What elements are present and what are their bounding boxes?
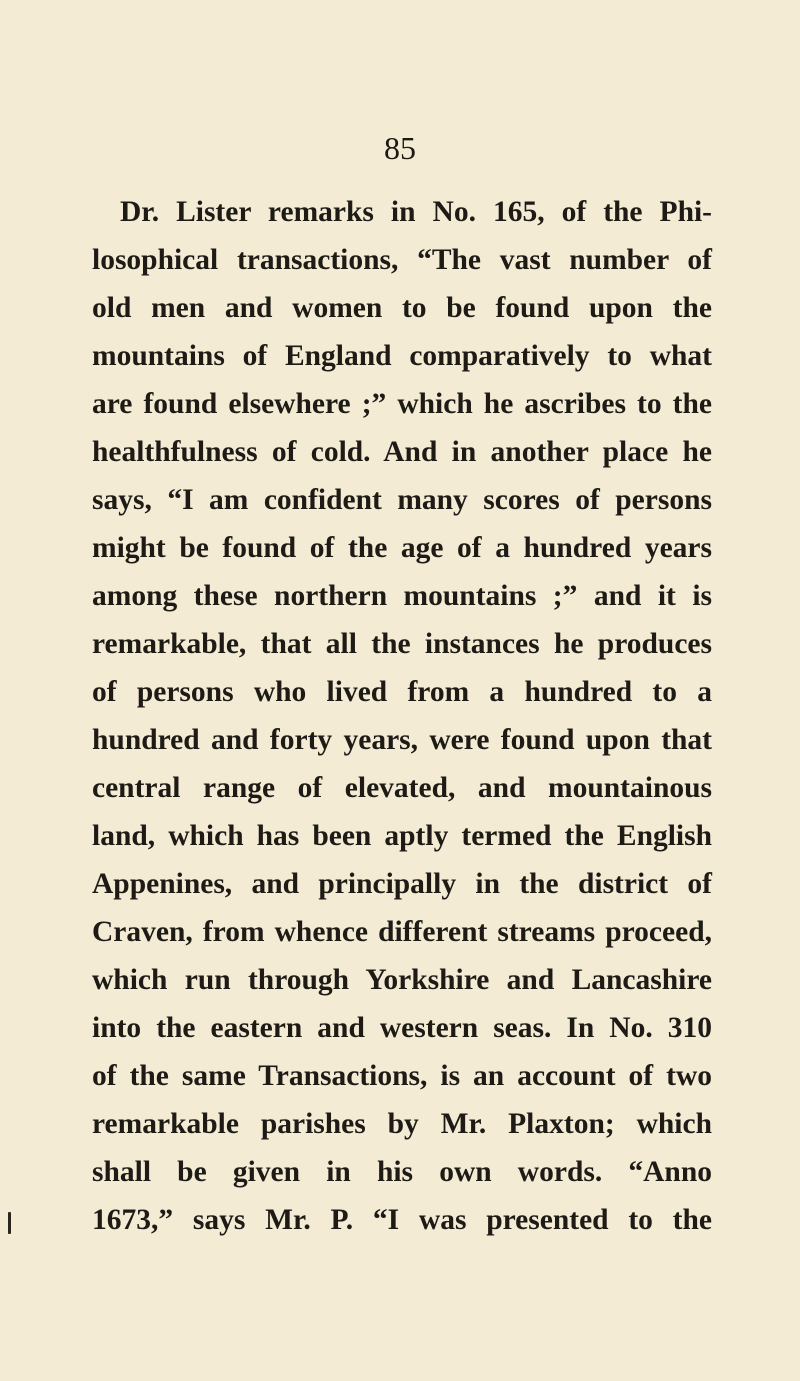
body-text bbox=[92, 188, 712, 1244]
text-line: land, which has been aptly termed the English bbox=[92, 820, 712, 852]
text-line: losophical transactions, “The vast number of bbox=[92, 244, 712, 276]
text-line: which run through Yorkshire and Lancashire bbox=[92, 964, 712, 996]
page-number: 85 bbox=[384, 130, 416, 166]
text-line: shall be given in his own words. “Anno bbox=[92, 1156, 712, 1188]
text-line: old men and women to be found upon the bbox=[92, 292, 712, 324]
margin-ink-mark bbox=[8, 1212, 11, 1234]
text-line: says, “I am confident many scores of persons bbox=[92, 484, 712, 516]
text-line: are found elsewhere ;” which he ascribes to the bbox=[92, 388, 712, 420]
text-line: mountains of England comparatively to what bbox=[92, 340, 712, 372]
text-line: central range of elevated, and mountainous bbox=[92, 772, 712, 804]
text-line: hundred and forty years, were found upon that bbox=[92, 724, 712, 756]
text-line: of persons who lived from a hundred to a bbox=[92, 676, 712, 708]
text-line: healthfulness of cold. And in another place he bbox=[92, 436, 712, 468]
text-line: among these northern mountains ;” and it is bbox=[92, 580, 712, 612]
text-line: Appenines, and principally in the district of bbox=[92, 868, 712, 900]
text-line: into the eastern and western seas. In No. 310 bbox=[92, 1012, 712, 1044]
text-line: of the same Transactions, is an account of two bbox=[92, 1060, 712, 1092]
text-line: remarkable parishes by Mr. Plaxton; which bbox=[92, 1108, 712, 1140]
text-line: might be found of the age of a hundred years bbox=[92, 532, 712, 564]
text-line: remarkable, that all the instances he produces bbox=[92, 628, 712, 660]
text-line: Craven, from whence different streams proceed, bbox=[92, 916, 712, 948]
text-line: 1673,” says Mr. P. “I was presented to the bbox=[92, 1204, 712, 1236]
text-line: Dr. Lister remarks in No. 165, of the Phi- bbox=[120, 196, 712, 228]
